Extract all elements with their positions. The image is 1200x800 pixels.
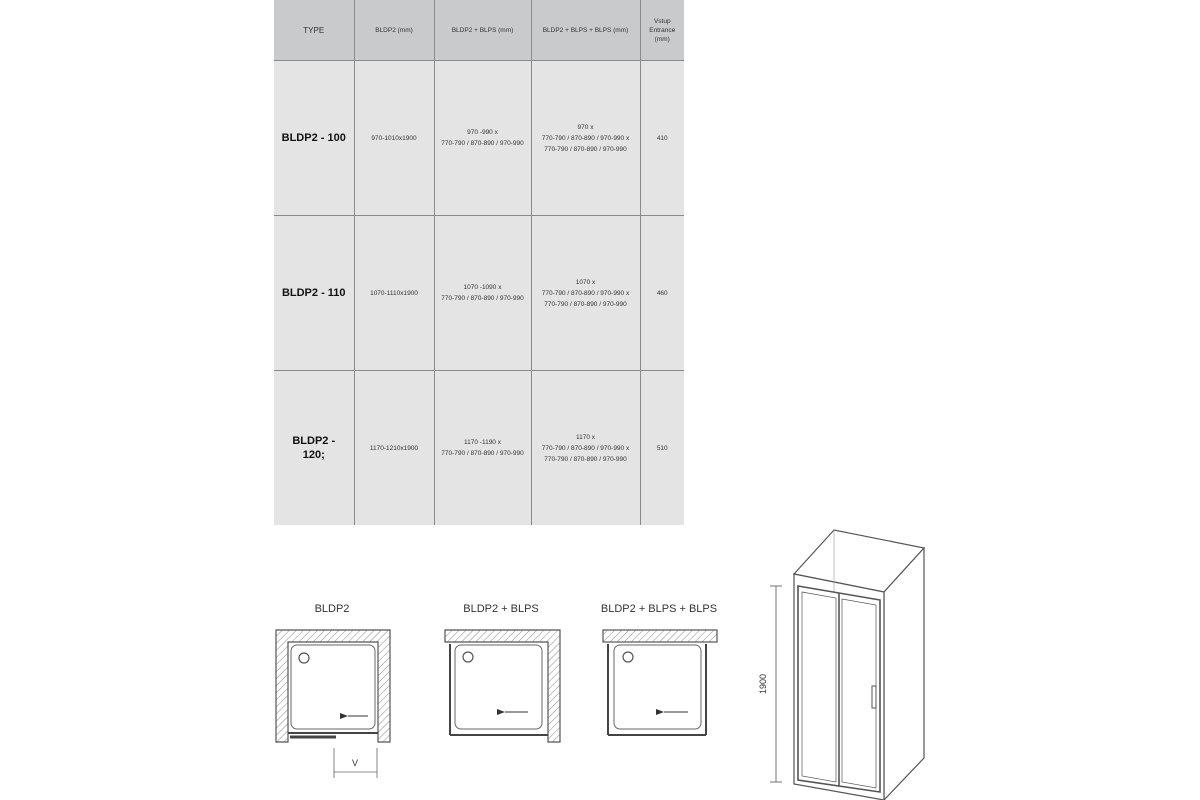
bldp2-cell: 970-1010x1900 — [354, 61, 434, 216]
bldp2-cell: 1070-1110x1900 — [354, 216, 434, 371]
bldp2-blps-cell: 1070 -1090 x 770-790 / 870-890 / 970-990 — [434, 216, 531, 371]
bldp2-cell: 1170-1210x1900 — [354, 371, 434, 526]
wall-outline — [603, 630, 717, 642]
type-cell: BLDP2 - 120; — [274, 371, 354, 526]
drain-icon — [299, 653, 309, 663]
plan-label-bldp2-blps: BLDP2 + BLPS — [463, 603, 539, 615]
drain-icon — [623, 652, 633, 662]
plan-label-bldp2-blps-blps: BLDP2 + BLPS + BLPS — [600, 603, 718, 615]
entrance-cell: 410 — [640, 61, 684, 216]
entrance-cell: 460 — [640, 216, 684, 371]
header-bldp2-blps: BLDP2 + BLPS (mm) — [434, 0, 531, 61]
plan-bldp2 — [276, 603, 390, 778]
enclosure-side-wall — [884, 548, 924, 800]
bldp2-blps-blps-cell: 970 x 770-790 / 870-890 / 970-990 x 770-790 / 870-890 / 970-990 — [531, 61, 640, 216]
drain-icon — [463, 652, 473, 662]
plan-bldp2-blps-blps — [601, 603, 717, 735]
header-bldp2: BLDP2 (mm) — [354, 0, 434, 61]
type-cell: BLDP2 - 100 — [274, 61, 354, 216]
type-cell: BLDP2 - 110 — [274, 216, 354, 371]
dimension-v-label: V — [351, 758, 359, 768]
door-handle-icon — [872, 686, 876, 708]
entrance-cell: 510 — [656, 444, 668, 452]
header-bldp2-blps-blps: BLDP2 + BLPS + BLPS (mm) — [531, 0, 640, 61]
bldp2-blps-blps-cell: 1170 x 770-790 / 870-890 / 970-990 x 770-790 / 870-890 / 970-990 — [531, 371, 640, 526]
height-label: 1900 — [758, 673, 768, 695]
header-type: TYPE — [274, 0, 354, 61]
plan-bldp2-blps — [445, 603, 560, 742]
bldp2-blps-cell: 970 -990 x 770-790 / 870-890 / 970-990 — [434, 61, 531, 216]
plan-label-bldp2: BLDP2 — [314, 603, 350, 615]
enclosure-3d — [758, 530, 924, 800]
bldp2-blps-blps-cell: 1070 x 770-790 / 870-890 / 970-990 x 770-790 / 870-890 / 970-990 — [531, 216, 640, 371]
bldp2-blps-cell: 1170 -1190 x 770-790 / 870-890 / 970-990 — [434, 371, 531, 526]
header-entrance: Vstup Entrance (mm) — [640, 0, 684, 61]
